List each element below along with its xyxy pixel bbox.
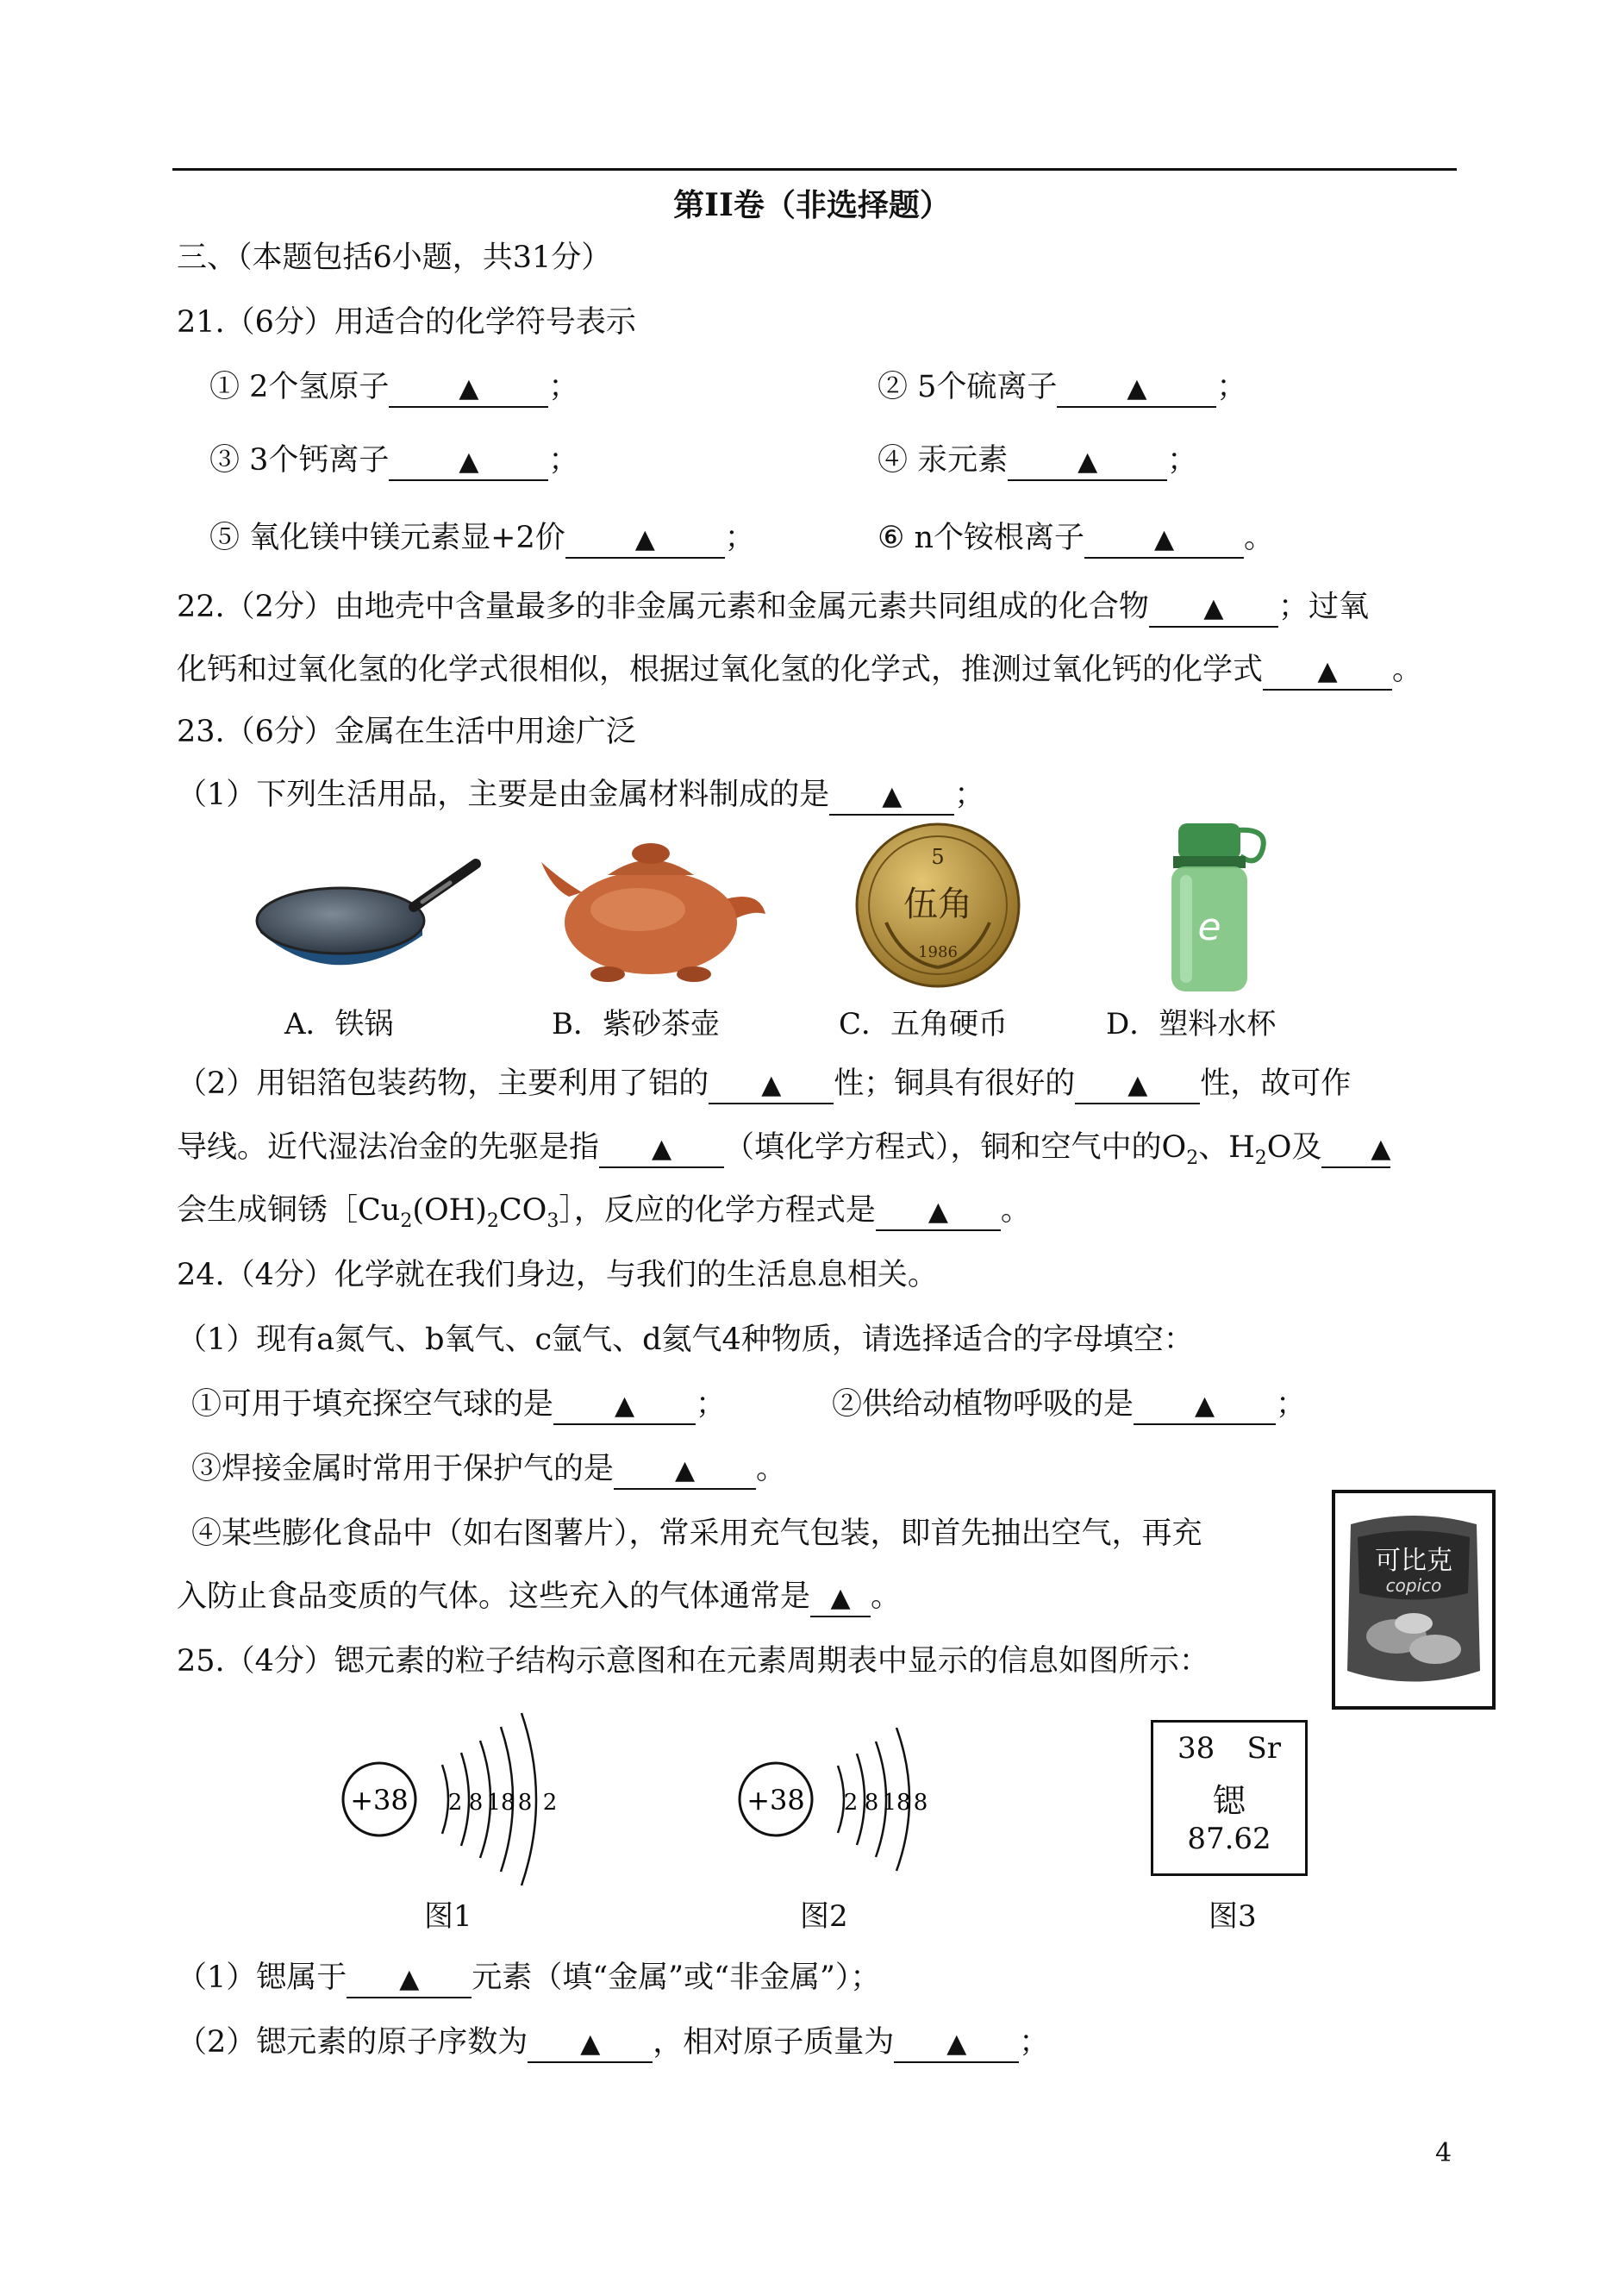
q22-line-1 — [177, 586, 1369, 628]
blank-mark: ▲ — [928, 1197, 948, 1227]
q21-blank-4[interactable] — [1008, 443, 1167, 481]
fig2-caption: 图2 — [800, 1899, 848, 1934]
q22-line-2-end: 。 — [1392, 653, 1423, 687]
option-d-label: D．塑料水杯 — [1106, 1007, 1277, 1041]
q21-item-6-text: ⑥ n个铵根离子 — [878, 521, 1085, 555]
q23-part-2-b: 性；铜具有很好的 — [834, 1066, 1076, 1101]
option-b-label: B．紫砂茶壶 — [552, 1007, 720, 1041]
blank-mark: ▲ — [946, 2029, 967, 2059]
fig2-ion-structure — [733, 1716, 957, 1884]
coin-bottom-text: 1986 — [918, 943, 958, 961]
q25-part-1-b: 元素（填“金属”或“非金属”）； — [472, 1960, 881, 1995]
q25-stem: 25.（4分）锶元素的粒子结构示意图和在元素周期表中显示的信息如图所示： — [177, 1644, 1209, 1679]
q22-blank-1[interactable] — [1149, 590, 1278, 628]
blank-mark: ▲ — [580, 2029, 601, 2059]
q21-blank-1[interactable] — [389, 370, 548, 408]
q21-item-4-text: ④ 汞元素 — [878, 443, 1009, 478]
q23-part-2-a: （2）用铝箔包装药物，主要利用了铝的 — [177, 1066, 709, 1101]
q23-blank-4[interactable] — [599, 1130, 724, 1168]
coin-middle-text: 伍角 — [903, 885, 972, 924]
q23-blank-6[interactable] — [876, 1193, 1001, 1231]
fig3-element-name: 锶 — [1212, 1782, 1246, 1820]
q21-item-1 — [209, 366, 578, 408]
q21-blank-3[interactable] — [389, 443, 548, 481]
q21-punct-6: 。 — [1244, 521, 1275, 555]
q24-stem: 24.（4分）化学就在我们身边，与我们的生活息息相关。 — [177, 1258, 938, 1292]
option-a-label: A．铁锅 — [284, 1007, 394, 1041]
q24-item-4b-text: 入防止食品变质的气体。这些充入的气体通常是 — [177, 1579, 811, 1614]
q21-punct-4: ； — [1167, 443, 1198, 478]
blank-mark: ▲ — [882, 781, 903, 811]
q24-blank-1[interactable] — [553, 1387, 696, 1425]
q21-item-2 — [878, 366, 1246, 408]
potato-chips-bag-image — [1332, 1490, 1496, 1710]
q21-blank-2[interactable] — [1057, 370, 1216, 408]
subscript-2: 2 — [1254, 1148, 1267, 1169]
q23-blank-5[interactable] — [1321, 1130, 1390, 1168]
q23-part-4-e: 。 — [1000, 1193, 1031, 1228]
chips-sub-text: copico — [1385, 1575, 1442, 1596]
blank-mark: ▲ — [1317, 656, 1338, 686]
fig1-shell-2: 8 — [468, 1790, 484, 1816]
q24-item-2-text: ②供给动植物呼吸的是 — [832, 1387, 1134, 1422]
q24-period-4: 。 — [871, 1579, 902, 1614]
q23-part-1-text: （1）下列生活用品，主要是由金属材料制成的是 — [177, 778, 830, 812]
q22-line-2 — [177, 649, 1422, 691]
q21-item-3 — [209, 440, 578, 481]
subscript-3: 3 — [547, 1210, 559, 1232]
blank-mark: ▲ — [399, 1964, 420, 1994]
q21-item-6 — [878, 517, 1274, 559]
blank-mark: ▲ — [1127, 1070, 1148, 1100]
fig3-caption: 图3 — [1209, 1899, 1257, 1934]
clay-teapot-image — [534, 828, 771, 987]
q23-part-3-a: 导线。近代湿法冶金的先驱是指 — [177, 1130, 600, 1165]
fig2-shell-2: 8 — [864, 1790, 879, 1816]
fig3-atomic-mass: 87.62 — [1187, 1822, 1271, 1856]
q25-blank-2[interactable] — [528, 2025, 653, 2063]
iron-wok-image — [250, 854, 483, 991]
fig3-element-symbol: Sr — [1246, 1731, 1281, 1766]
fig3-atomic-number: 38 — [1177, 1731, 1215, 1766]
q24-item-2 — [832, 1384, 1306, 1425]
q25-part-1 — [177, 1957, 880, 1998]
blank-mark: ▲ — [614, 1391, 635, 1421]
q22-line-1-text: 22.（2分）由地壳中含量最多的非金属元素和金属元素共同组成的化合物 — [177, 590, 1149, 624]
q21-stem: 21.（6分）用适合的化学符号表示 — [177, 305, 636, 340]
q24-item-1 — [191, 1384, 726, 1425]
fig2-shell-3: 18 — [882, 1790, 911, 1816]
blank-mark: ▲ — [651, 1134, 672, 1164]
blank-mark: ▲ — [830, 1583, 851, 1613]
q25-part-2-a: （2）锶元素的原子序数为 — [177, 2025, 528, 2060]
blank-mark: ▲ — [634, 524, 655, 554]
q23-part-2-c: 性，故可作 — [1200, 1066, 1352, 1101]
header-rule — [172, 168, 1457, 171]
q25-part-2-b: ，相对原子质量为 — [653, 2025, 895, 2060]
blank-mark: ▲ — [674, 1455, 696, 1485]
blank-mark: ▲ — [1077, 447, 1098, 477]
blank-mark: ▲ — [1203, 593, 1224, 623]
fig1-shell-1: 2 — [447, 1790, 463, 1816]
q21-blank-6[interactable] — [1084, 521, 1244, 559]
q24-item-3-text: ③焊接金属时常用于保护气的是 — [191, 1452, 615, 1486]
fig1-shell-4: 8 — [517, 1790, 533, 1816]
section-title: 第II卷（非选择题） — [673, 187, 951, 223]
q24-period-3: 。 — [756, 1452, 787, 1486]
q23-part-2 — [177, 1063, 1351, 1104]
q24-semi-1: ； — [696, 1387, 727, 1422]
q21-item-4 — [878, 440, 1197, 481]
q24-part-1: （1）现有a氮气、b氧气、c氩气、d氦气4种物质，请选择适合的字母填空： — [177, 1323, 1194, 1357]
q23-part-3 — [177, 1127, 1390, 1179]
subscript-2: 2 — [486, 1210, 499, 1232]
q21-blank-5[interactable] — [565, 521, 725, 559]
q21-punct-1: ； — [548, 370, 579, 404]
q21-item-3-text: ③ 3个钙离子 — [209, 443, 390, 478]
q21-punct-2: ； — [1216, 370, 1247, 404]
q21-item-5 — [209, 517, 755, 559]
q23-stem: 23.（6分）金属在生活中用途广泛 — [177, 715, 636, 749]
q25-part-1-a: （1）锶属于 — [177, 1960, 347, 1995]
fig1-caption: 图1 — [424, 1899, 472, 1934]
page-number: 4 — [1435, 2138, 1452, 2168]
q24-blank-3[interactable] — [614, 1452, 756, 1490]
q24-blank-2[interactable] — [1134, 1387, 1276, 1425]
bottle-logo-text: e — [1197, 905, 1221, 949]
plastic-bottle-image — [1159, 815, 1276, 996]
q23-part-4 — [177, 1190, 1031, 1242]
q23-part-3-b: （填化学方程式），铜和空气中的O — [724, 1130, 1187, 1165]
fig1-shell-5: 2 — [542, 1790, 558, 1816]
q22-line-1-end: ；过氧 — [1277, 590, 1369, 624]
q23-part-3-d: O及 — [1266, 1130, 1322, 1165]
coin-top-text: 5 — [931, 845, 945, 869]
q21-punct-3: ； — [548, 443, 579, 478]
q25-blank-1[interactable] — [347, 1960, 472, 1998]
blank-mark: ▲ — [1154, 524, 1175, 554]
blank-mark: ▲ — [459, 373, 479, 403]
q23-part-4-a: 会生成铜锈［Cu — [177, 1193, 401, 1228]
fig2-shell-1: 2 — [843, 1790, 859, 1816]
blank-mark: ▲ — [1194, 1391, 1215, 1421]
q24-blank-4[interactable] — [810, 1579, 871, 1617]
q23-part-3-c: 、H — [1198, 1130, 1255, 1165]
subscript-2: 2 — [1186, 1148, 1199, 1169]
q25-part-2-c: ； — [1019, 2025, 1050, 2060]
blank-mark: ▲ — [459, 447, 479, 477]
q23-blank-1[interactable] — [829, 778, 954, 816]
q21-item-1-text: ① 2个氢原子 — [209, 370, 390, 404]
fig1-shell-3: 18 — [486, 1790, 515, 1816]
q24-item-4b — [177, 1576, 901, 1617]
fig2-nucleus-charge: +38 — [746, 1784, 805, 1817]
q22-blank-2[interactable] — [1263, 653, 1392, 691]
q21-item-5-text: ⑤ 氧化镁中镁元素显+2价 — [209, 521, 565, 555]
fig1-nucleus-charge: +38 — [350, 1784, 409, 1817]
q22-line-2-text: 化钙和过氧化氢的化学式很相似，根据过氧化氢的化学式，推测过氧化钙的化学式 — [177, 653, 1264, 687]
blank-mark: ▲ — [1127, 373, 1147, 403]
q25-part-2 — [177, 2022, 1049, 2063]
q23-part-4-b: (OH) — [412, 1193, 487, 1228]
subscript-2: 2 — [400, 1210, 413, 1232]
blank-mark: ▲ — [1371, 1134, 1391, 1164]
q23-part-4-c: CO — [498, 1193, 547, 1228]
fig3-periodic-cell — [1151, 1720, 1308, 1876]
q23-part-1-end: ； — [954, 778, 985, 812]
q23-part-1 — [177, 774, 984, 816]
q23-blank-3[interactable] — [1075, 1066, 1200, 1104]
q23-part-4-d: ］，反应的化学方程式是 — [559, 1193, 876, 1228]
fig2-shell-4: 8 — [913, 1790, 928, 1816]
blank-mark: ▲ — [761, 1070, 782, 1100]
section-heading: 三、（本题包括6小题，共31分） — [177, 241, 612, 275]
q24-semi-2: ； — [1276, 1387, 1307, 1422]
q24-item-1-text: ①可用于填充探空气球的是 — [191, 1387, 554, 1422]
fig1-atom-structure — [332, 1703, 582, 1897]
option-c-label: C．五角硬币 — [839, 1007, 1009, 1041]
q21-punct-5: ； — [724, 521, 755, 555]
q24-item-3 — [191, 1448, 786, 1490]
chips-brand-text: 可比克 — [1375, 1546, 1452, 1576]
q23-blank-2[interactable] — [709, 1066, 834, 1104]
q21-item-2-text: ② 5个硫离子 — [878, 370, 1058, 404]
five-jiao-coin-image — [852, 819, 1024, 991]
q24-item-4a: ④某些膨化食品中（如右图薯片），常采用充气包装，即首先抽出空气，再充 — [191, 1516, 1202, 1551]
q25-blank-3[interactable] — [894, 2025, 1019, 2063]
